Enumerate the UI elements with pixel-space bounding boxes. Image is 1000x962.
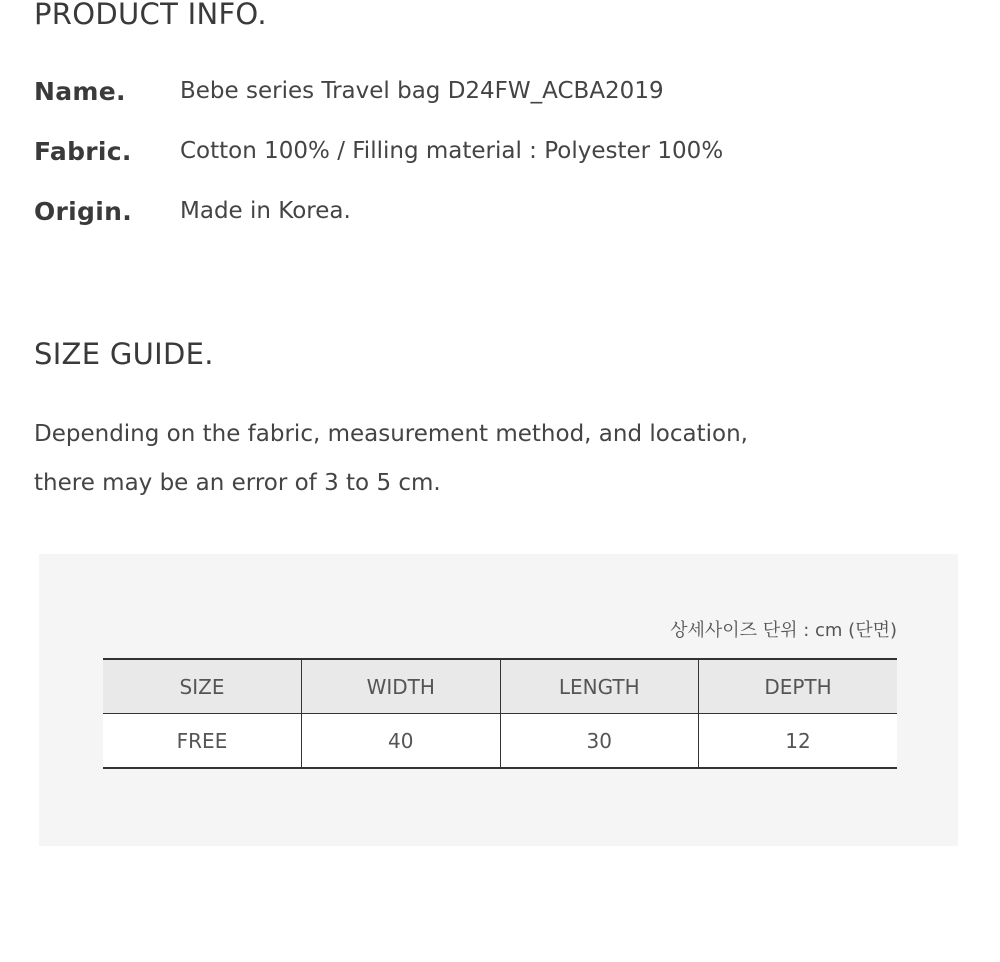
cell-length: 30 [500,714,699,769]
size-table-header-row [103,659,897,714]
cell-width: 40 [302,714,501,769]
header-width: WIDTH [302,659,501,714]
unit-caption: 상세사이즈 단위 : cm (단면) [670,620,897,641]
cell-depth: 12 [699,714,898,769]
origin-label: Origin. [34,196,133,226]
info-row-fabric [34,136,723,166]
size-note-line-2: there may be an error of 3 to 5 cm. [34,470,441,496]
header-size: SIZE [103,659,302,714]
name-label: Name. [34,76,126,106]
product-info-heading: PRODUCT INFO. [34,0,267,31]
info-row-origin [34,196,351,226]
header-depth: DEPTH [699,659,898,714]
info-row-name [34,76,664,106]
fabric-label: Fabric. [34,136,132,166]
size-table [103,658,897,769]
name-value: Bebe series Travel bag D24FW_ACBA2019 [180,78,664,104]
fabric-value: Cotton 100% / Filling material : Polyester 100% [180,138,724,164]
size-note-line-1: Depending on the fabric, measurement method, and location, [34,421,748,447]
origin-value: Made in Korea. [180,198,351,224]
table-row [103,714,897,769]
cell-size: FREE [103,714,302,769]
size-table-panel [39,554,958,846]
size-guide-heading: SIZE GUIDE. [34,337,214,371]
header-length: LENGTH [500,659,699,714]
